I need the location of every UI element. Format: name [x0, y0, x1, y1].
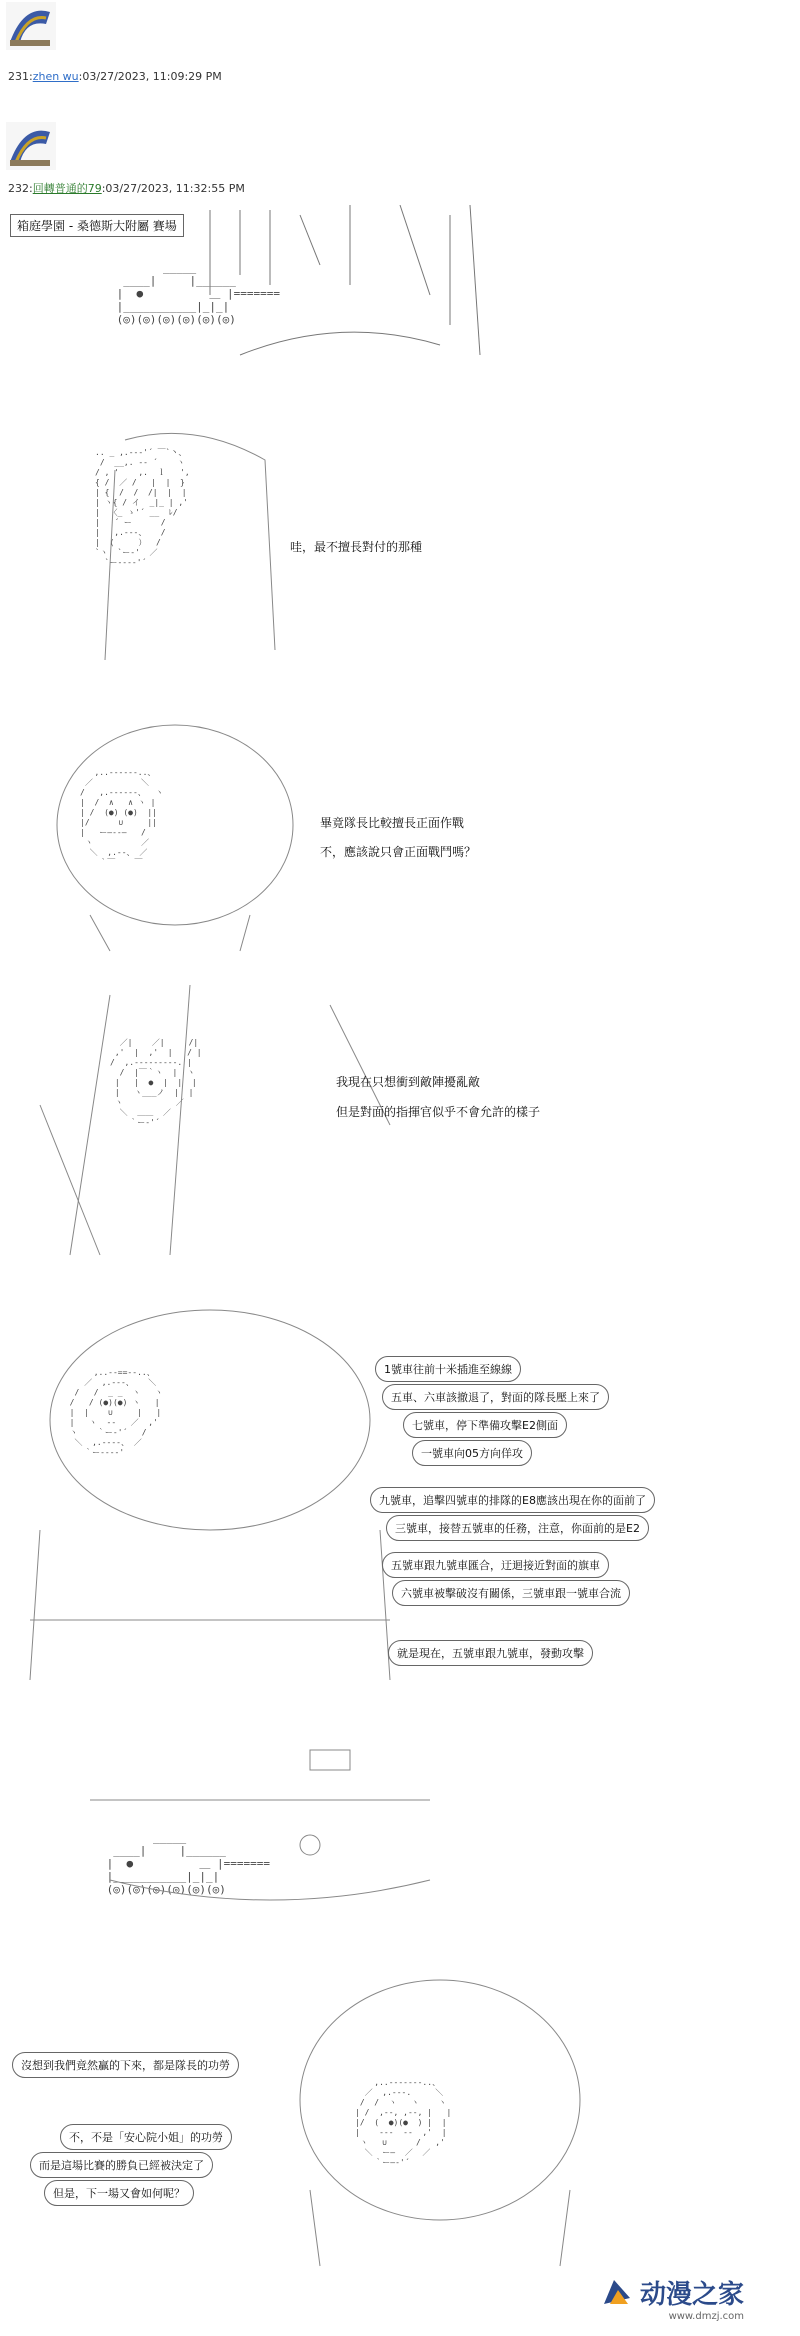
watermark-brand: 动漫之家 — [640, 2280, 745, 2310]
speech-bubble: 六號車被擊破沒有關係，三號車跟一號車合流 — [392, 1580, 630, 1606]
post-timestamp: :03/27/2023, 11:09:29 PM — [78, 70, 222, 83]
post-number: 231: — [8, 70, 33, 83]
caption-text: 但是對面的指揮官似乎不會允許的樣子 — [336, 1105, 541, 1119]
caption-text: 畢竟隊長比較擅長正面作戰 — [320, 816, 465, 830]
character-lines — [290, 1970, 590, 2270]
speech-bubble: 三號車，接替五號車的任務，注意，你面前的是E2 — [386, 1515, 649, 1541]
tank-scene-lines — [200, 205, 490, 385]
post-meta — [8, 70, 222, 83]
speech-bubble: 而是這場比賽的勝負已經被決定了 — [30, 2152, 213, 2178]
speech-bubble: 1號車往前十米插進至線線 — [375, 1356, 521, 1382]
ascii-art-character: ,..-‐‐‐‐-..、 ／ ＼ / ,.-‐‐‐‐-、 ヽ | / ∧ ∧ ヽ | | / (●) (●) || |/ ∪ || | ー―‐‐― / ヽ ／ ＼ ,.--、 ／ ｀￣ ￣ — [80, 768, 164, 867]
ascii-art-tank: _____ ____| |______ | ● ＿ |======= |___________|_|_| (◎)(◎)(◎)(◎)(◎)(◎) — [116, 261, 280, 326]
ascii-art-tank: _____ ____| |______ | ● ＿ |======= |___________|_|_| (◎)(◎)(◎)(◎)(◎)(◎) — [106, 1831, 270, 1896]
watermark-logo-icon — [600, 2276, 634, 2310]
avatar — [6, 122, 56, 170]
ascii-art-character: ／| ／| /| ,' | ,' | / | / ,.-‐‐‐‐‐‐‐-. | / |￣｀ヽ | ヽ | | ● | | | | ヽ___ノ | | ヽ ／ ＼ ＿＿ ／ ｀ー‐'´ — [110, 1038, 202, 1127]
ascii-art-character: ,..-‐==‐-..、 ／ ,.-‐-、 ＼ / / _ _ ヽ ヽ / / (●)(●) ヽ | | | ∪ | | | ヽ ‐‐ ／ ,' ヽ ｀ー‐'´ / ＼ ,.-‐‐-、 ／ ｀ー‐‐‐‐' — [69, 1368, 163, 1457]
speech-bubble: 一號車向05方向佯攻 — [412, 1440, 532, 1466]
tank-scene-lines — [70, 1740, 450, 1940]
speech-bubble: 沒想到我們竟然贏的下來，都是隊長的功勞 — [12, 2052, 239, 2078]
watermark-url: www.dmzj.com — [668, 2311, 745, 2322]
speech-bubble: 五號車跟九號車匯合，迂迴接近對面的旗車 — [382, 1552, 609, 1578]
avatar — [6, 2, 56, 50]
ascii-art-character: ,..-‐‐‐‐‐-..、 ／ ,.-‐-. ＼ / / ヽ ヽ ヽ | / ,--, ,--, | | |/ ( ●)(● ) | | | ‐‐‐ ‐‐ ,' | ヽ ∪ / ,' ＼ ー― ／ ／ ｀ー―‐'´ — [355, 2078, 452, 2167]
character-lines — [20, 1300, 400, 1690]
caption-text: 不，應該說只會正面戰鬥嗎？ — [320, 845, 477, 859]
speech-bubble: 五車、六車該撤退了，對面的隊長壓上來了 — [382, 1384, 609, 1410]
author-link[interactable]: zhen wu — [32, 70, 79, 83]
post-number: 232: — [8, 182, 33, 195]
character-lines — [95, 430, 295, 680]
speech-bubble: 七號車，停下準備攻擊E2側面 — [403, 1412, 567, 1438]
caption-text: 哇，最不擅長對付的那種 — [290, 540, 423, 554]
speech-bubble: 但是，下一場又會如何呢？ — [44, 2180, 194, 2206]
author-link[interactable]: 回轉普通的79 — [32, 182, 102, 195]
post-timestamp: :03/27/2023, 11:32:55 PM — [101, 182, 245, 195]
post-meta — [8, 180, 245, 196]
ascii-art-character: .. _ ,.--‐'´ ￣`丶、 / __,. -‐ ´ ヽ / , ' ,. ｌ ', { / ／ / | | } | { / / /| | | | ヽ{ / イ _|_ | ,' | 〈_ ゝ'´ __ ﾚ/ | ´ ー / | ,.-‐-、 / | ( ） / `ヽ `ー‐' ／ `ー---‐'´ — [95, 448, 190, 567]
caption-text: 我現在只想衝到敵陣擾亂敵 — [336, 1075, 481, 1089]
character-lines — [30, 985, 400, 1260]
speech-bubble: 九號車，追擊四號車的排隊的E8應該出現在你的面前了 — [370, 1487, 655, 1513]
character-lines — [50, 715, 310, 955]
watermark — [640, 2274, 744, 2322]
speech-bubble: 就是現在，五號車跟九號車，發動攻擊 — [388, 1640, 593, 1666]
scene-title: 箱庭學園 - 桑德斯大附屬 賽場 — [10, 214, 184, 237]
speech-bubble: 不，不是「安心院小姐」的功勞 — [60, 2124, 232, 2150]
